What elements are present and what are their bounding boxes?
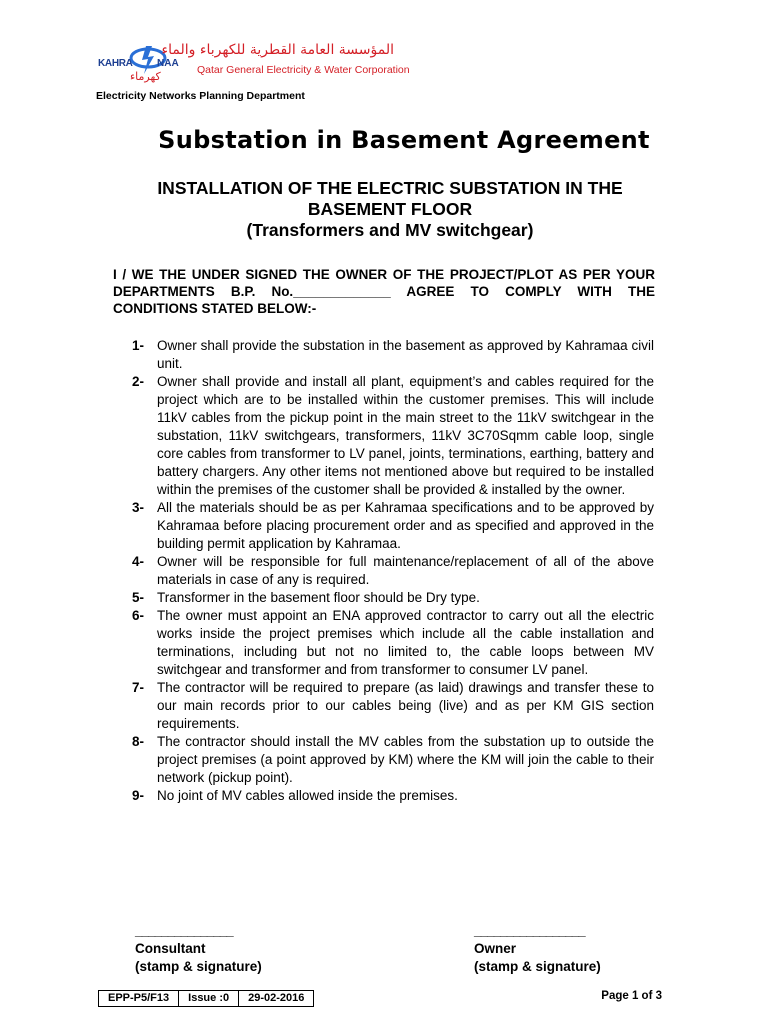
condition-number: 9- bbox=[132, 788, 145, 803]
condition-number: 6- bbox=[132, 608, 145, 623]
owner-signature-block bbox=[474, 922, 601, 976]
condition-item bbox=[132, 499, 654, 553]
department-name: Electricity Networks Planning Department bbox=[96, 90, 305, 102]
logo-text-naa: NAA bbox=[157, 58, 179, 69]
condition-text: No joint of MV cables allowed inside the premises. bbox=[157, 788, 458, 803]
owner-label: Owner bbox=[474, 941, 517, 956]
consultant-label: Consultant bbox=[135, 941, 206, 956]
consultant-stamp-label: (stamp & signature) bbox=[135, 959, 262, 974]
condition-text: The owner must appoint an ENA approved contractor to carry out all the electric works inside the project premises which include all the cable installation and terminations, including but not no limited to, the cable loops between MV switchgear and transformer and from transformer to consumer LV panel. bbox=[157, 608, 654, 677]
owner-stamp-label: (stamp & signature) bbox=[474, 959, 601, 974]
issue-date: 29-02-2016 bbox=[248, 992, 305, 1004]
logo-arabic-text: كهرماء bbox=[130, 70, 161, 83]
condition-text: Owner will be responsible for full maintenance/replacement of all of the above materials in case of any is required. bbox=[157, 554, 654, 587]
document-title: Substation in Basement Agreement bbox=[158, 126, 650, 154]
condition-item bbox=[132, 553, 654, 589]
owner-signature-line: _________________ bbox=[474, 923, 585, 938]
condition-item bbox=[132, 373, 654, 499]
condition-item bbox=[132, 337, 654, 373]
condition-number: 5- bbox=[132, 590, 145, 605]
consultant-signature-line: _______________ bbox=[135, 923, 233, 938]
intro-statement: I / WE THE UNDER SIGNED THE OWNER OF THE PROJECT/PLOT AS PER YOUR DEPARTMENTS B.P. No._____________ AGREE TO COMPLY WITH THE CONDITIONS STATED BELOW:- bbox=[113, 267, 655, 316]
condition-number: 2- bbox=[132, 374, 145, 389]
conditions-list bbox=[132, 337, 654, 805]
org-name-english: Qatar General Electricity & Water Corporation bbox=[197, 64, 410, 76]
headline-line-2: BASEMENT FLOOR bbox=[307, 199, 473, 219]
condition-item bbox=[132, 733, 654, 787]
condition-text: The contractor should install the MV cables from the substation up to outside the project premises (a point approved by KM) where the KM will join the cable to their network (pickup point). bbox=[157, 734, 654, 785]
condition-item bbox=[132, 787, 654, 805]
condition-text: Transformer in the basement floor should be Dry type. bbox=[157, 590, 480, 605]
org-name-arabic: المؤسسة العامة القطرية للكهرباء والماء bbox=[161, 42, 394, 58]
condition-text: The contractor will be required to prepare (as laid) drawings and transfer these to our main records prior to our cables being (live) and as per KM GIS section requirements. bbox=[157, 680, 654, 731]
header-logo bbox=[98, 40, 410, 88]
condition-number: 3- bbox=[132, 500, 145, 515]
condition-text: All the materials should be as per Kahramaa specifications and to be approved by Kahramaa before placing procurement order and as specified and approved in the building permit application by Kahramaa. bbox=[157, 500, 654, 551]
headline-line-3: (Transformers and MV switchgear) bbox=[246, 220, 534, 240]
condition-number: 7- bbox=[132, 680, 145, 695]
document-control-box bbox=[98, 990, 314, 1007]
logo-text-kahra: KAHRA bbox=[98, 58, 133, 69]
condition-item bbox=[132, 679, 654, 733]
condition-text: Owner shall provide the substation in the basement as approved by Kahramaa civil unit. bbox=[157, 338, 654, 371]
headline bbox=[100, 178, 680, 241]
page-number: Page 1 of 3 bbox=[601, 990, 662, 1002]
issue-number: Issue :0 bbox=[179, 991, 239, 1006]
consultant-signature-block bbox=[135, 922, 262, 976]
condition-number: 1- bbox=[132, 338, 145, 353]
condition-text: Owner shall provide and install all plant, equipment’s and cables required for the project which are to be installed within the customer premises. This will include 11kV cables from the pickup point in the main street to the 11kV switchgear in the substation, 11kV switchgears, transformers, 11kV 3C70Sqmm cable loop, single core cables from transformer to LV panel, joints, terminations, earthing, battery and battery chargers. Any other items not mentioned above but required to be installed within the premises of the customer shall be provided & installed by the owner. bbox=[157, 374, 654, 497]
condition-item bbox=[132, 607, 654, 679]
condition-item bbox=[132, 589, 654, 607]
condition-number: 8- bbox=[132, 734, 145, 749]
condition-number: 4- bbox=[132, 554, 145, 569]
document-code: EPP-P5/F13 bbox=[99, 991, 179, 1006]
headline-line-1: INSTALLATION OF THE ELECTRIC SUBSTATION IN THE bbox=[157, 178, 623, 198]
